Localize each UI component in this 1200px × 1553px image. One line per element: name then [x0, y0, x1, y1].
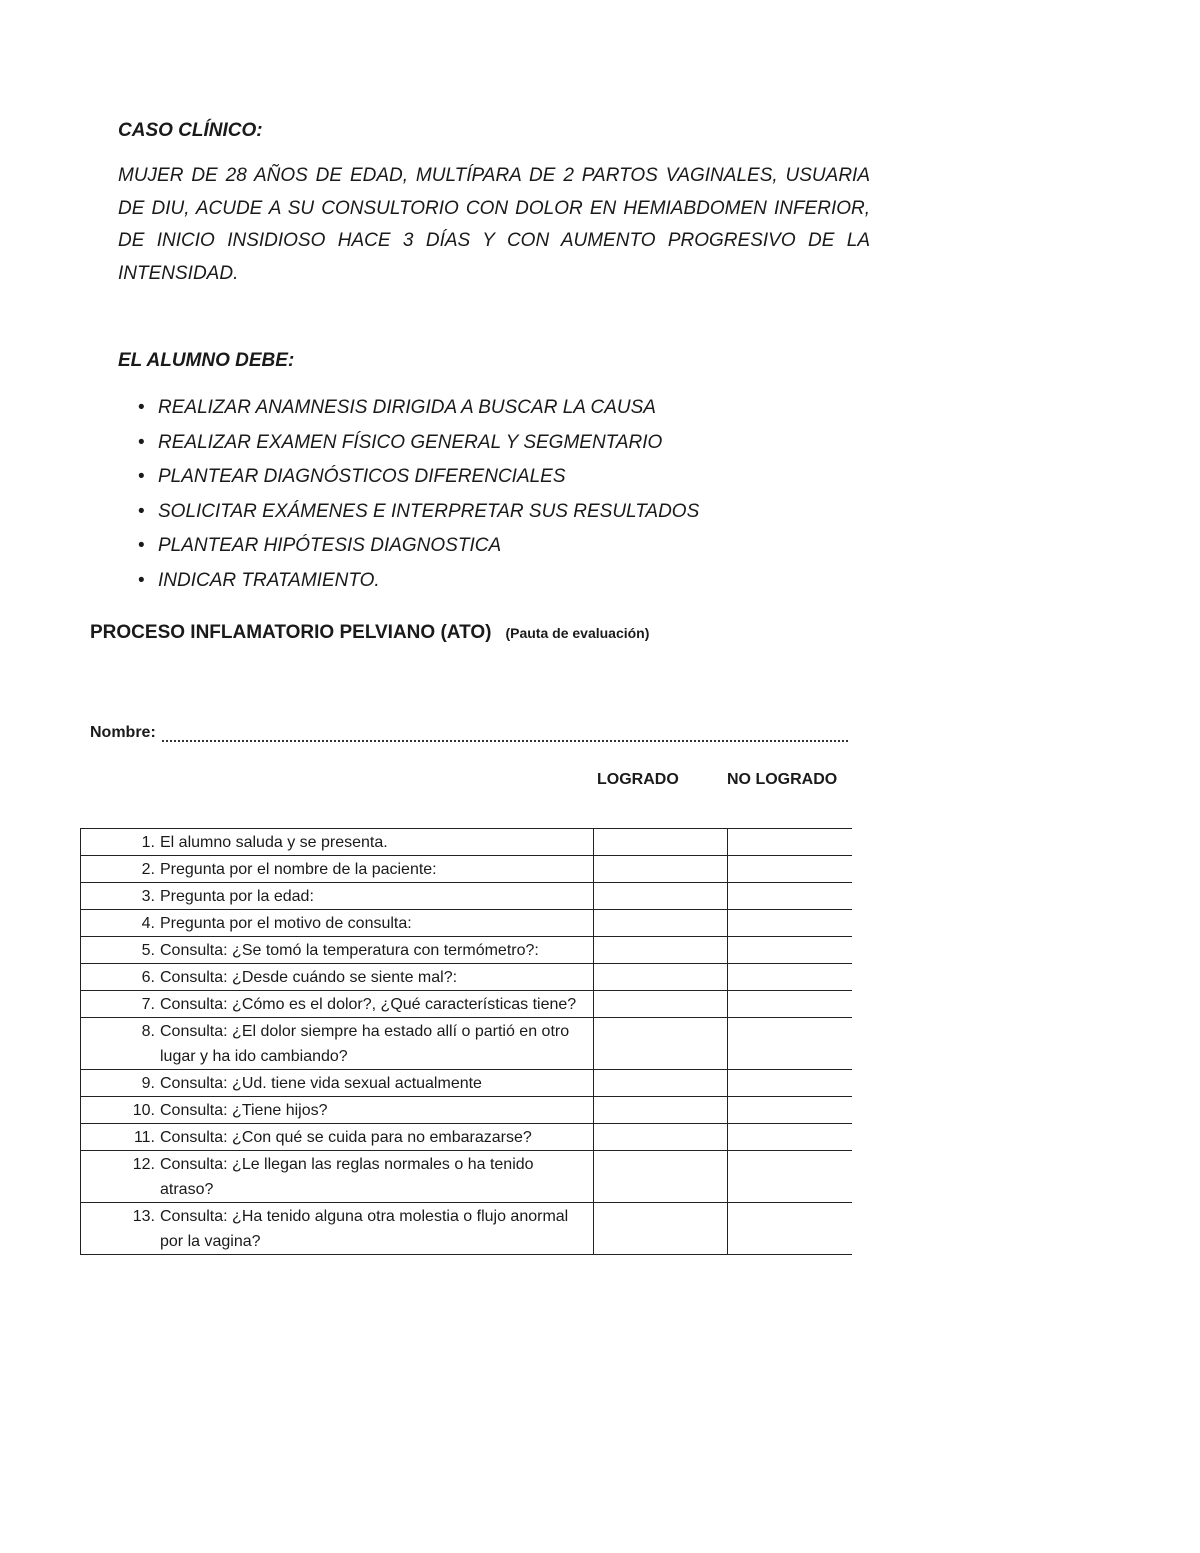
question-number: 12. [132, 1156, 155, 1173]
question-number: 11. [133, 1129, 155, 1146]
question-text: Consulta: ¿Cómo es el dolor?, ¿Qué características tiene? [160, 996, 577, 1013]
achieved-cell [594, 1097, 728, 1124]
question-number: 10. [132, 1102, 155, 1119]
evaluation-table [80, 828, 852, 1255]
question-text: Pregunta por el motivo de consulta: [160, 915, 412, 932]
name-field [90, 724, 848, 742]
table-row [81, 1070, 853, 1097]
not-achieved-cell [728, 1124, 853, 1151]
question-number: 7. [141, 996, 155, 1013]
achieved-cell [594, 829, 728, 856]
task-item [138, 498, 699, 533]
bullet-icon: • [138, 431, 145, 453]
student-tasks-title: EL ALUMNO DEBE: [118, 350, 295, 371]
name-blank-line [162, 728, 848, 742]
table-row [81, 829, 853, 856]
question-cell [81, 1097, 594, 1124]
question-cell [81, 991, 594, 1018]
table-row [81, 1151, 853, 1203]
question-cell [81, 910, 594, 937]
not-achieved-cell [728, 910, 853, 937]
question-text: Consulta: ¿El dolor siempre ha estado allí o partió en otro lugar y ha ido cambiando? [160, 1023, 570, 1065]
question-cell [81, 1151, 594, 1203]
table-row [81, 910, 853, 937]
task-item [138, 429, 699, 464]
question-text: Pregunta por el nombre de la paciente: [160, 861, 437, 878]
task-text: SOLICITAR EXÁMENES E INTERPRETAR SUS RESULTADOS [158, 500, 700, 522]
task-item [138, 463, 699, 498]
bullet-icon: • [138, 397, 145, 418]
bullet-icon: • [138, 466, 145, 488]
table-row [81, 883, 853, 910]
task-item [138, 394, 699, 429]
question-text: Pregunta por la edad: [160, 888, 314, 905]
question-number: 3. [141, 888, 155, 905]
table-row [81, 964, 853, 991]
task-text: PLANTEAR HIPÓTESIS DIAGNOSTICA [158, 535, 502, 557]
task-item [138, 567, 699, 602]
question-number: 6. [141, 969, 155, 986]
not-achieved-cell [728, 1070, 853, 1097]
task-text: REALIZAR EXAMEN FÍSICO GENERAL Y SEGMENTARIO [158, 431, 663, 453]
achieved-cell [594, 910, 728, 937]
student-tasks-list [138, 394, 699, 602]
question-cell [81, 1018, 594, 1070]
question-cell [81, 829, 594, 856]
table-row [81, 856, 853, 883]
not-achieved-cell [728, 856, 853, 883]
evaluation-subtitle: (Pauta de evaluación) [505, 625, 650, 641]
question-cell [81, 1203, 594, 1255]
question-text: Consulta: ¿Se tomó la temperatura con termómetro?: [160, 942, 539, 959]
evaluation-title-text: PROCESO INFLAMATORIO PELVIANO (ATO) [90, 622, 492, 643]
not-achieved-cell [728, 991, 853, 1018]
question-text: Consulta: ¿Con qué se cuida para no embarazarse? [160, 1129, 532, 1146]
column-header-not-achieved: NO LOGRADO [727, 771, 838, 788]
question-number: 8. [141, 1023, 155, 1040]
question-cell [81, 1124, 594, 1151]
not-achieved-cell [728, 964, 853, 991]
table-row [81, 1018, 853, 1070]
question-number: 1. [141, 834, 155, 851]
question-cell [81, 964, 594, 991]
bullet-icon: • [138, 535, 145, 557]
question-cell [81, 937, 594, 964]
task-text: PLANTEAR DIAGNÓSTICOS DIFERENCIALES [158, 466, 566, 488]
not-achieved-cell [728, 1203, 853, 1255]
achieved-cell [594, 1151, 728, 1203]
question-text: Consulta: ¿Ha tenido alguna otra molestia o flujo anormal por la vagina? [160, 1208, 569, 1250]
evaluation-title [90, 622, 649, 644]
question-text: Consulta: ¿Ud. tiene vida sexual actualmente [160, 1075, 482, 1092]
not-achieved-cell [728, 1018, 853, 1070]
not-achieved-cell [728, 1097, 853, 1124]
question-cell [81, 883, 594, 910]
question-cell [81, 856, 594, 883]
question-number: 2. [141, 861, 155, 878]
question-number: 4. [141, 915, 155, 932]
evaluation-table-container [80, 828, 852, 1320]
table-row [81, 1097, 853, 1124]
not-achieved-cell [728, 937, 853, 964]
task-text: REALIZAR ANAMNESIS DIRIGIDA A BUSCAR LA CAUSA [158, 397, 656, 418]
question-number: 13. [132, 1208, 155, 1225]
table-row [81, 1203, 853, 1255]
achieved-cell [594, 1124, 728, 1151]
table-row [81, 937, 853, 964]
bullet-icon: • [138, 500, 145, 522]
not-achieved-cell [728, 1151, 853, 1203]
question-number: 5. [141, 942, 155, 959]
question-text: Consulta: ¿Desde cuándo se siente mal?: [160, 969, 458, 986]
not-achieved-cell [728, 883, 853, 910]
question-text: Consulta: ¿Tiene hijos? [160, 1102, 328, 1119]
name-label: Nombre: [90, 724, 156, 741]
case-description: MUJER DE 28 AÑOS DE EDAD, MULTÍPARA DE 2 PARTOS VAGINALES, USUARIA DE DIU, ACUDE A SU CONSULTORIO CON DOLOR EN HEMIABDOMEN INFERIOR, DE INICIO INSIDIOSO HACE 3 DÍAS Y CON AUMENTO PROGRESIVO DE LA INTENSIDAD. [118, 165, 870, 284]
case-title: CASO CLÍNICO: [118, 120, 263, 141]
column-header-achieved: LOGRADO [597, 771, 679, 788]
achieved-cell [594, 883, 728, 910]
question-cell [81, 1070, 594, 1097]
not-achieved-cell [728, 829, 853, 856]
question-text: Consulta: ¿Le llegan las reglas normales o ha tenido atraso? [160, 1156, 534, 1198]
table-row [81, 991, 853, 1018]
bullet-icon: • [138, 569, 145, 591]
achieved-cell [594, 1203, 728, 1255]
question-text: El alumno saluda y se presenta. [160, 834, 388, 851]
achieved-cell [594, 856, 728, 883]
achieved-cell [594, 991, 728, 1018]
achieved-cell [594, 964, 728, 991]
achieved-cell [594, 937, 728, 964]
task-text: INDICAR TRATAMIENTO. [158, 569, 380, 591]
achieved-cell [594, 1070, 728, 1097]
task-item [138, 532, 699, 567]
table-row [81, 1124, 853, 1151]
achieved-cell [594, 1018, 728, 1070]
question-number: 9. [141, 1075, 155, 1092]
